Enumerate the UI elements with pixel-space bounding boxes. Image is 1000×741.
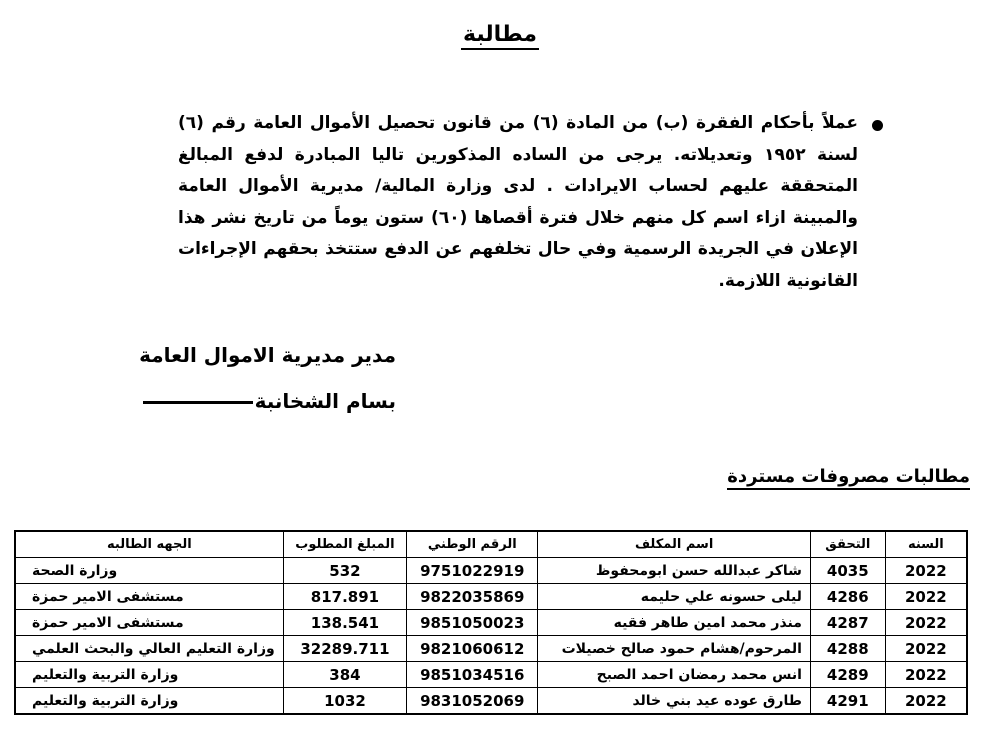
header-name: اسم المكلف — [538, 531, 811, 558]
claims-table — [14, 530, 968, 715]
header-amount: المبلغ المطلوب — [283, 531, 407, 558]
cell-name: انس محمد رمضان احمد الصبح — [538, 662, 811, 688]
cell-amount: 138.541 — [283, 610, 407, 636]
cell-year: 2022 — [885, 584, 967, 610]
cell-name: ليلى حسونه علي حليمه — [538, 584, 811, 610]
table-row — [15, 558, 967, 584]
cell-claimant: مستشفى الامير حمزة — [15, 584, 283, 610]
table-row — [15, 688, 967, 715]
cell-amount: 532 — [283, 558, 407, 584]
cell-year: 2022 — [885, 688, 967, 715]
table-row — [15, 584, 967, 610]
cell-entitlement: 4035 — [810, 558, 885, 584]
cell-entitlement: 4288 — [810, 636, 885, 662]
header-claimant: الجهه الطالبه — [15, 531, 283, 558]
cell-year: 2022 — [885, 636, 967, 662]
cell-year: 2022 — [885, 662, 967, 688]
header-national-id: الرقم الوطني — [407, 531, 538, 558]
signature-block — [118, 389, 396, 413]
cell-name: منذر محمد امين طاهر فقيه — [538, 610, 811, 636]
cell-claimant: مستشفى الامير حمزة — [15, 610, 283, 636]
header-year: السنه — [885, 531, 967, 558]
cell-name: طارق عوده عيد بني خالد — [538, 688, 811, 715]
cell-year: 2022 — [885, 558, 967, 584]
document-title-wrap — [0, 22, 1000, 47]
cell-claimant: وزارة الصحة — [15, 558, 283, 584]
cell-claimant: وزارة التربية والتعليم — [15, 662, 283, 688]
table-row — [15, 636, 967, 662]
table-row — [15, 662, 967, 688]
bullet-icon — [872, 120, 883, 131]
cell-national-id: 9821060612 — [407, 636, 538, 662]
cell-entitlement: 4286 — [810, 584, 885, 610]
signature-title: مدير مديرية الاموال العامة — [139, 343, 396, 367]
signature-line — [143, 401, 253, 404]
cell-national-id: 9851034516 — [407, 662, 538, 688]
cell-name: شاكر عبدالله حسن ابومحفوظ — [538, 558, 811, 584]
cell-amount: 1032 — [283, 688, 407, 715]
cell-claimant: وزارة التعليم العالي والبحث العلمي — [15, 636, 283, 662]
cell-entitlement: 4291 — [810, 688, 885, 715]
document-title: مطالبة — [461, 22, 539, 50]
table-row — [15, 610, 967, 636]
header-entitlement: التحقق — [810, 531, 885, 558]
cell-entitlement: 4287 — [810, 610, 885, 636]
cell-national-id: 9851050023 — [407, 610, 538, 636]
cell-name: المرحوم/هشام حمود صالح خصيلات — [538, 636, 811, 662]
section-title: مطالبات مصروفات مستردة — [727, 466, 970, 490]
body-paragraph: عملاً بأحكام الفقرة (ب) من المادة (٦) من قانون تحصيل الأموال العامة رقم (٦) لسنة ١٩٥٢ وتعديلاته. يرجى من الساده المذكورين تاليا المبادرة لدفع المبالغ المتحققة عليهم لحساب الايرادات . لدى وزارة المالية/ مديرية الأموال العامة والمبينة ازاء اسم كل منهم خلال فترة أقصاها (٦٠) ستون يوماً من تاريخ نشر هذا الإعلان في الجريدة الرسمية وفي حال تخلفهم عن الدفع ستتخذ بحقهم الإجراءات القانونية اللازمة. — [178, 113, 858, 291]
signature-name: بسام الشخانبة — [254, 389, 396, 413]
cell-national-id: 9751022919 — [407, 558, 538, 584]
cell-national-id: 9822035869 — [407, 584, 538, 610]
cell-amount: 32289.711 — [283, 636, 407, 662]
cell-claimant: وزارة التربية والتعليم — [15, 688, 283, 715]
cell-amount: 384 — [283, 662, 407, 688]
cell-national-id: 9831052069 — [407, 688, 538, 715]
cell-year: 2022 — [885, 610, 967, 636]
table-header-row — [15, 531, 967, 558]
cell-entitlement: 4289 — [810, 662, 885, 688]
cell-amount: 817.891 — [283, 584, 407, 610]
